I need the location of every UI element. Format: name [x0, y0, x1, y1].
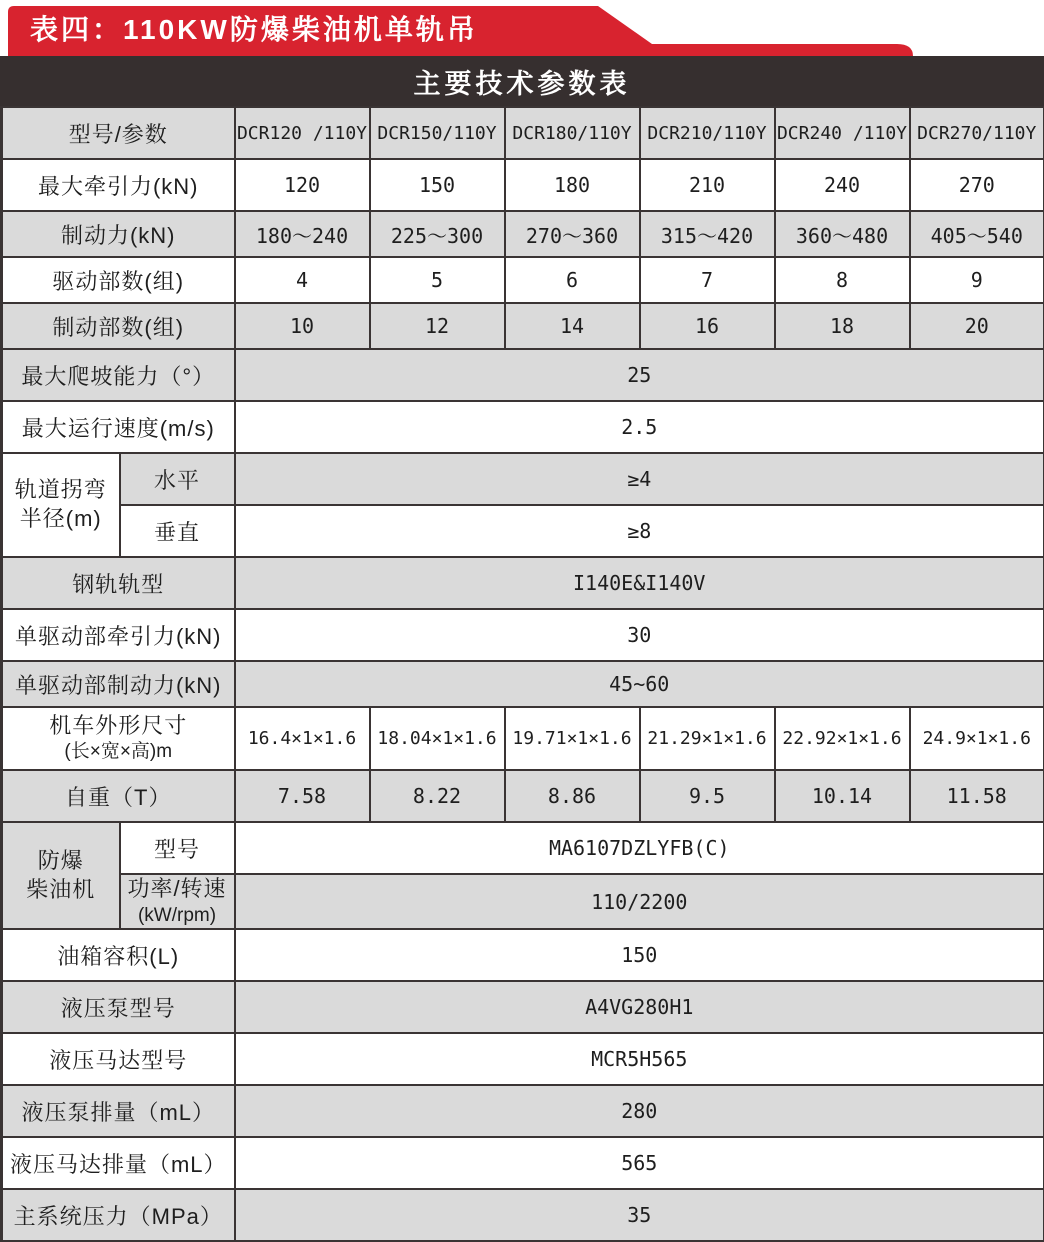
- value-cell: 360～480: [775, 211, 910, 257]
- value-cell: 210: [640, 159, 775, 211]
- value-cell: 20: [910, 303, 1044, 349]
- row-self-weight: [2, 770, 1044, 822]
- value-cell: 280: [235, 1085, 1044, 1137]
- row-label: 液压泵排量（mL）: [2, 1085, 235, 1137]
- header-row: [2, 107, 1044, 159]
- row-fuel-tank: [2, 929, 1044, 981]
- row-label: 油箱容积(L): [2, 929, 235, 981]
- page-title: 表四：110KW防爆柴油机单轨吊: [30, 14, 478, 45]
- value-cell: 9: [910, 257, 1044, 303]
- row-label: 最大运行速度(m/s): [2, 401, 235, 453]
- group-label-line: 柴油机: [26, 876, 96, 902]
- value-cell: 24.9×1×1.6: [910, 707, 1044, 770]
- row-label-line: (长×宽×高)m: [64, 741, 173, 763]
- row-max-traction: [2, 159, 1044, 211]
- model-header-cell: DCR120 /110Y: [235, 107, 370, 159]
- value-cell: 16.4×1×1.6: [235, 707, 370, 770]
- group-label-line: 防爆: [37, 848, 84, 874]
- row-label: 钢轨轨型: [2, 557, 235, 609]
- value-cell: 315～420: [640, 211, 775, 257]
- value-cell: 8.22: [370, 770, 505, 822]
- row-pump-displacement: [2, 1085, 1044, 1137]
- value-cell: 565: [235, 1137, 1044, 1189]
- value-cell: 4: [235, 257, 370, 303]
- row-drive-units: [2, 257, 1044, 303]
- row-engine-power-speed: [2, 874, 1044, 929]
- value-cell: 240: [775, 159, 910, 211]
- row-engine-model: [2, 822, 1044, 874]
- row-single-drive-traction: [2, 609, 1044, 661]
- sub-label-line: 功率/转速: [127, 876, 227, 901]
- value-cell: 16: [640, 303, 775, 349]
- value-cell: 225～300: [370, 211, 505, 257]
- row-label-line: 机车外形尺寸: [49, 712, 188, 738]
- model-header-cell: DCR270/110Y: [910, 107, 1044, 159]
- row-single-drive-braking: [2, 661, 1044, 707]
- value-cell: 8: [775, 257, 910, 303]
- model-header-cell: DCR240 /110Y: [775, 107, 910, 159]
- row-label: 驱动部数(组): [2, 257, 235, 303]
- header-label-cell: 型号/参数: [2, 107, 235, 159]
- value-cell: 120: [235, 159, 370, 211]
- value-cell: 180～240: [235, 211, 370, 257]
- value-cell: A4VG280H1: [235, 981, 1044, 1033]
- value-cell: 150: [370, 159, 505, 211]
- row-label: 液压马达排量（mL）: [2, 1137, 235, 1189]
- value-cell: 12: [370, 303, 505, 349]
- value-cell: 6: [505, 257, 640, 303]
- row-dimensions: [2, 707, 1044, 770]
- model-header-cell: DCR180/110Y: [505, 107, 640, 159]
- row-brake-units: [2, 303, 1044, 349]
- row-hyd-motor-model: [2, 1033, 1044, 1085]
- value-cell: MCR5H565: [235, 1033, 1044, 1085]
- row-label: 单驱动部牵引力(kN): [2, 609, 235, 661]
- row-label: 制动部数(组): [2, 303, 235, 349]
- value-cell: 18: [775, 303, 910, 349]
- model-header-cell: DCR210/110Y: [640, 107, 775, 159]
- sub-label: [120, 874, 235, 929]
- group-label-line: 轨道拐弯: [14, 477, 107, 503]
- value-cell: 35: [235, 1189, 1044, 1241]
- row-label: 液压马达型号: [2, 1033, 235, 1085]
- sub-label: 水平: [120, 453, 235, 505]
- value-cell: 7: [640, 257, 775, 303]
- value-cell: 45~60: [235, 661, 1044, 707]
- row-label: 最大爬坡能力（°）: [2, 349, 235, 401]
- group-label-diesel-engine: [2, 822, 120, 929]
- row-label: 最大牵引力(kN): [2, 159, 235, 211]
- value-cell: 405～540: [910, 211, 1044, 257]
- value-cell: 270: [910, 159, 1044, 211]
- row-rail-type: [2, 557, 1044, 609]
- value-cell: 10.14: [775, 770, 910, 822]
- table-title-bar: [0, 56, 1044, 106]
- group-label-line: 半径(m): [19, 506, 102, 531]
- value-cell: 180: [505, 159, 640, 211]
- value-cell: 110/2200: [235, 874, 1044, 929]
- row-max-grade: [2, 349, 1044, 401]
- value-cell: 18.04×1×1.6: [370, 707, 505, 770]
- group-label-turn-radius: [2, 453, 120, 557]
- sub-label: 型号: [120, 822, 235, 874]
- value-cell: 5: [370, 257, 505, 303]
- value-cell: I140E&I140V: [235, 557, 1044, 609]
- table-title: 主要技术参数表: [413, 68, 631, 99]
- value-cell: 10: [235, 303, 370, 349]
- sub-label-line: (kW/rpm): [137, 904, 217, 926]
- title-banner: [0, 0, 1044, 56]
- value-cell: 19.71×1×1.6: [505, 707, 640, 770]
- row-label: [2, 707, 235, 770]
- row-label: 制动力(kN): [2, 211, 235, 257]
- row-label: 自重（T）: [2, 770, 235, 822]
- value-cell: 8.86: [505, 770, 640, 822]
- value-cell: 270～360: [505, 211, 640, 257]
- row-label: 主系统压力（MPa）: [2, 1189, 235, 1241]
- row-max-speed: [2, 401, 1044, 453]
- value-cell: 150: [235, 929, 1044, 981]
- value-cell: 2.5: [235, 401, 1044, 453]
- value-cell: 22.92×1×1.6: [775, 707, 910, 770]
- value-cell: ≥8: [235, 505, 1044, 557]
- spec-table: [0, 106, 1044, 1242]
- row-turn-radius-horizontal: [2, 453, 1044, 505]
- model-header-cell: DCR150/110Y: [370, 107, 505, 159]
- value-cell: 14: [505, 303, 640, 349]
- value-cell: ≥4: [235, 453, 1044, 505]
- value-cell: 21.29×1×1.6: [640, 707, 775, 770]
- row-label: 液压泵型号: [2, 981, 235, 1033]
- value-cell: 25: [235, 349, 1044, 401]
- row-label: 单驱动部制动力(kN): [2, 661, 235, 707]
- value-cell: 30: [235, 609, 1044, 661]
- row-braking-force: [2, 211, 1044, 257]
- value-cell: 11.58: [910, 770, 1044, 822]
- row-main-pressure: [2, 1189, 1044, 1241]
- value-cell: MA6107DZLYFB(C): [235, 822, 1044, 874]
- row-motor-displacement: [2, 1137, 1044, 1189]
- value-cell: 7.58: [235, 770, 370, 822]
- sub-label: 垂直: [120, 505, 235, 557]
- value-cell: 9.5: [640, 770, 775, 822]
- row-turn-radius-vertical: [2, 505, 1044, 557]
- row-hyd-pump-model: [2, 981, 1044, 1033]
